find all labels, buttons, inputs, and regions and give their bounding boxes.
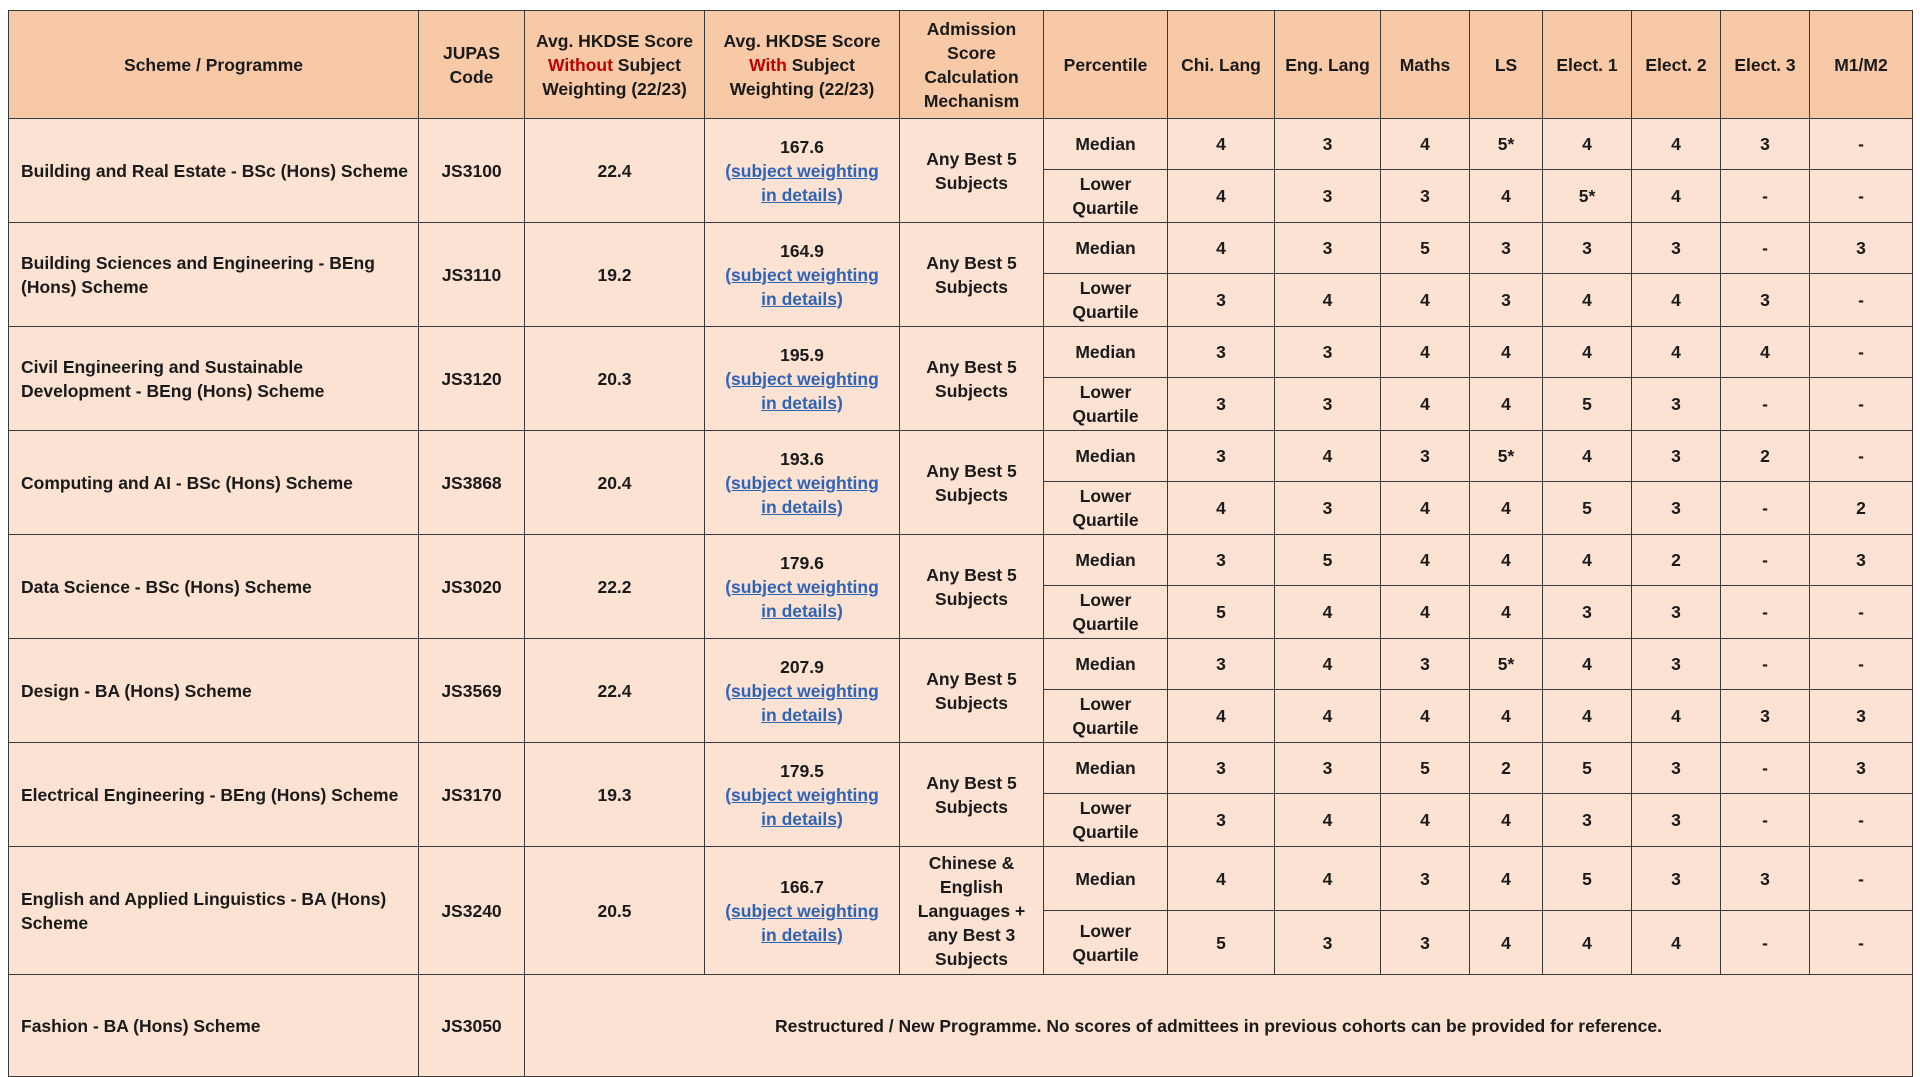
grade-cell: 3 [1275,327,1381,378]
percentile-lower-quartile: Lower Quartile [1044,586,1168,639]
grade-cell: 4 [1470,911,1543,975]
grade-cell: 4 [1470,794,1543,847]
calculation-mechanism: Any Best 5 Subjects [900,431,1044,535]
grade-cell: 3 [1168,535,1275,586]
ls-header: LS [1470,11,1543,119]
avg-score-with-weighting: 179.5 (subject weighting in details) [705,743,900,847]
table-row-median [9,847,1913,911]
grade-cell: 3 [1632,794,1721,847]
table-row-median [9,327,1913,378]
jupas-code: JS3020 [419,535,525,639]
grade-cell: 3 [1168,794,1275,847]
grade-cell: 4 [1381,119,1470,170]
avg-score-without-weighting: 22.4 [525,119,705,223]
admission-scores-table [8,10,1913,1077]
grade-cell: 2 [1470,743,1543,794]
grade-cell: 4 [1470,378,1543,431]
grade-cell: 3 [1275,743,1381,794]
grade-cell: - [1721,639,1810,690]
programme-name: Electrical Engineering - BEng (Hons) Scheme [9,743,419,847]
grade-cell: 5 [1543,743,1632,794]
grade-cell: 4 [1381,378,1470,431]
grade-cell: 4 [1275,847,1381,911]
grade-cell: 4 [1381,794,1470,847]
avg-without-weighting-header: Avg. HKDSE Score Without Subject Weighting (22/23) [525,11,705,119]
percentile-lower-quartile: Lower Quartile [1044,482,1168,535]
avg-score-without-weighting: 22.2 [525,535,705,639]
grade-cell: 2 [1721,431,1810,482]
jupas-code: JS3120 [419,327,525,431]
table-row-median [9,535,1913,586]
grade-cell: 3 [1381,431,1470,482]
table-row-median [9,119,1913,170]
grade-cell: 4 [1632,170,1721,223]
mechanism-header: Admission Score Calculation Mechanism [900,11,1044,119]
grade-cell: 5* [1470,119,1543,170]
grade-cell: 4 [1543,431,1632,482]
grade-cell: - [1810,586,1913,639]
jupas-code: JS3110 [419,223,525,327]
subject-weighting-link[interactable]: (subject weighting in details) [725,368,879,413]
programme-name: Design - BA (Hons) Scheme [9,639,419,743]
percentile-median: Median [1044,847,1168,911]
grade-cell: 3 [1168,431,1275,482]
jupas-code: JS3050 [419,975,525,1077]
grade-cell: 3 [1632,223,1721,274]
programme-name: Building and Real Estate - BSc (Hons) Scheme [9,119,419,223]
grade-cell: 3 [1543,586,1632,639]
grade-cell: 4 [1275,690,1381,743]
grade-cell: 5 [1543,378,1632,431]
percentile-median: Median [1044,431,1168,482]
percentile-lower-quartile: Lower Quartile [1044,274,1168,327]
avg-score-with-weighting: 195.9 (subject weighting in details) [705,327,900,431]
table-row-median [9,639,1913,690]
grade-cell: - [1721,743,1810,794]
grade-cell: - [1810,327,1913,378]
grade-cell: - [1721,586,1810,639]
grade-cell: 4 [1470,535,1543,586]
calculation-mechanism: Any Best 5 Subjects [900,535,1044,639]
grade-cell: - [1721,223,1810,274]
grade-cell: 5 [1381,223,1470,274]
avg-with-weighting-header: Avg. HKDSE Score With Subject Weighting (22/23) [705,11,900,119]
subject-weighting-link[interactable]: (subject weighting in details) [725,900,879,945]
grade-cell: 3 [1381,911,1470,975]
grade-cell: 4 [1632,911,1721,975]
percentile-median: Median [1044,327,1168,378]
elect-2-header: Elect. 2 [1632,11,1721,119]
subject-weighting-link[interactable]: (subject weighting in details) [725,784,879,829]
avg-score-without-weighting: 20.5 [525,847,705,975]
grade-cell: 3 [1275,119,1381,170]
grade-cell: 3 [1275,223,1381,274]
grade-cell: 4 [1543,639,1632,690]
grade-cell: 4 [1470,586,1543,639]
jupas-code: JS3100 [419,119,525,223]
table-body [9,119,1913,1077]
jupas-code-header: JUPAS Code [419,11,525,119]
grade-cell: - [1810,794,1913,847]
admission-scores-document [8,10,1913,1077]
subject-weighting-link[interactable]: (subject weighting in details) [725,680,879,725]
percentile-median: Median [1044,535,1168,586]
m1-m2-header: M1/M2 [1810,11,1913,119]
grade-cell: 3 [1810,535,1913,586]
grade-cell: 4 [1275,794,1381,847]
avg-score-with-weighting: 166.7 (subject weighting in details) [705,847,900,975]
maths-header: Maths [1381,11,1470,119]
grade-cell: 3 [1632,586,1721,639]
grade-cell: - [1810,431,1913,482]
avg-score-without-weighting: 19.3 [525,743,705,847]
grade-cell: - [1721,535,1810,586]
grade-cell: 4 [1543,690,1632,743]
grade-cell: 4 [1470,482,1543,535]
grade-cell: 4 [1632,119,1721,170]
table-row-median [9,431,1913,482]
grade-cell: 3 [1168,327,1275,378]
grade-cell: 3 [1721,274,1810,327]
jupas-code: JS3170 [419,743,525,847]
subject-weighting-link[interactable]: (subject weighting in details) [725,160,879,205]
avg-score-with-weighting: 164.9 (subject weighting in details) [705,223,900,327]
grade-cell: 3 [1470,223,1543,274]
avg-score-with-weighting: 167.6 (subject weighting in details) [705,119,900,223]
grade-cell: 5 [1275,535,1381,586]
grade-cell: 3 [1632,378,1721,431]
grade-cell: - [1721,378,1810,431]
grade-cell: 3 [1470,274,1543,327]
grade-cell: 3 [1810,690,1913,743]
grade-cell: 5 [1543,847,1632,911]
percentile-lower-quartile: Lower Quartile [1044,690,1168,743]
grade-cell: - [1810,911,1913,975]
grade-cell: - [1721,170,1810,223]
grade-cell: 3 [1632,847,1721,911]
grade-cell: 3 [1168,274,1275,327]
grade-cell: 3 [1721,690,1810,743]
grade-cell: 2 [1810,482,1913,535]
table-row-fashion [9,975,1913,1077]
grade-cell: 4 [1632,690,1721,743]
grade-cell: 4 [1168,847,1275,911]
programme-name: Fashion - BA (Hons) Scheme [9,975,419,1077]
programme-name: Civil Engineering and Sustainable Development - BEng (Hons) Scheme [9,327,419,431]
grade-cell: 3 [1632,431,1721,482]
grade-cell: 3 [1721,119,1810,170]
percentile-lower-quartile: Lower Quartile [1044,378,1168,431]
avg-score-without-weighting: 19.2 [525,223,705,327]
grade-cell: 4 [1168,690,1275,743]
grade-cell: - [1721,482,1810,535]
grade-cell: 5 [1168,911,1275,975]
programme-name: Building Sciences and Engineering - BEng (Hons) Scheme [9,223,419,327]
percentile-lower-quartile: Lower Quartile [1044,170,1168,223]
elect-1-header: Elect. 1 [1543,11,1632,119]
grade-cell: 3 [1275,911,1381,975]
grade-cell: 4 [1721,327,1810,378]
programme-name: English and Applied Linguistics - BA (Hons) Scheme [9,847,419,975]
grade-cell: - [1810,639,1913,690]
grade-cell: 5* [1470,639,1543,690]
header-row [9,11,1913,119]
grade-cell: 3 [1632,482,1721,535]
grade-cell: 4 [1168,482,1275,535]
calculation-mechanism: Any Best 5 Subjects [900,223,1044,327]
grade-cell: 4 [1543,911,1632,975]
grade-cell: - [1810,170,1913,223]
grade-cell: 4 [1168,170,1275,223]
grade-cell: 4 [1381,690,1470,743]
table-row-median [9,223,1913,274]
grade-cell: 3 [1632,639,1721,690]
grade-cell: 3 [1381,847,1470,911]
avg-score-without-weighting: 20.4 [525,431,705,535]
calculation-mechanism: Any Best 5 Subjects [900,639,1044,743]
avg-score-with-weighting: 179.6 (subject weighting in details) [705,535,900,639]
jupas-code: JS3240 [419,847,525,975]
grade-cell: 5 [1543,482,1632,535]
grade-cell: 4 [1543,535,1632,586]
grade-cell: 3 [1275,170,1381,223]
eng-lang-header: Eng. Lang [1275,11,1381,119]
grade-cell: 5* [1543,170,1632,223]
programme-header: Scheme / Programme [9,11,419,119]
jupas-code: JS3569 [419,639,525,743]
grade-cell: - [1721,911,1810,975]
grade-cell: 3 [1168,639,1275,690]
calculation-mechanism: Any Best 5 Subjects [900,119,1044,223]
grade-cell: 3 [1543,794,1632,847]
avg-score-without-weighting: 20.3 [525,327,705,431]
grade-cell: 5 [1381,743,1470,794]
elect-3-header: Elect. 3 [1721,11,1810,119]
grade-cell: 3 [1381,639,1470,690]
subject-weighting-link[interactable]: (subject weighting in details) [725,264,879,309]
grade-cell: 3 [1632,743,1721,794]
percentile-median: Median [1044,223,1168,274]
grade-cell: 4 [1470,327,1543,378]
grade-cell: 3 [1168,743,1275,794]
grade-cell: 4 [1381,482,1470,535]
grade-cell: 4 [1470,690,1543,743]
calculation-mechanism: Chinese & English Languages + any Best 3 Subjects [900,847,1044,975]
programme-name: Computing and AI - BSc (Hons) Scheme [9,431,419,535]
programme-name: Data Science - BSc (Hons) Scheme [9,535,419,639]
percentile-lower-quartile: Lower Quartile [1044,794,1168,847]
percentile-lower-quartile: Lower Quartile [1044,911,1168,975]
grade-cell: 4 [1381,274,1470,327]
jupas-code: JS3868 [419,431,525,535]
grade-cell: 4 [1543,119,1632,170]
percentile-median: Median [1044,639,1168,690]
grade-cell: 4 [1275,431,1381,482]
grade-cell: 4 [1381,327,1470,378]
grade-cell: 4 [1275,274,1381,327]
subject-weighting-link[interactable]: (subject weighting in details) [725,576,879,621]
grade-cell: 4 [1632,327,1721,378]
grade-cell: 4 [1470,170,1543,223]
grade-cell: - [1810,847,1913,911]
subject-weighting-link[interactable]: (subject weighting in details) [725,472,879,517]
grade-cell: 4 [1543,327,1632,378]
grade-cell: 4 [1275,639,1381,690]
grade-cell: 2 [1632,535,1721,586]
grade-cell: 3 [1810,223,1913,274]
chi-lang-header: Chi. Lang [1168,11,1275,119]
grade-cell: - [1810,119,1913,170]
grade-cell: 3 [1381,170,1470,223]
grade-cell: 4 [1168,119,1275,170]
percentile-header: Percentile [1044,11,1168,119]
grade-cell: 3 [1275,378,1381,431]
grade-cell: 4 [1470,847,1543,911]
table-row-median [9,743,1913,794]
grade-cell: 3 [1275,482,1381,535]
percentile-median: Median [1044,119,1168,170]
avg-score-without-weighting: 22.4 [525,639,705,743]
grade-cell: - [1810,274,1913,327]
avg-score-with-weighting: 193.6 (subject weighting in details) [705,431,900,535]
grade-cell: - [1810,378,1913,431]
avg-score-with-weighting: 207.9 (subject weighting in details) [705,639,900,743]
grade-cell: 4 [1275,586,1381,639]
calculation-mechanism: Any Best 5 Subjects [900,743,1044,847]
new-programme-note: Restructured / New Programme. No scores of admittees in previous cohorts can be provided for reference. [525,975,1913,1077]
grade-cell: - [1721,794,1810,847]
grade-cell: 4 [1381,586,1470,639]
percentile-median: Median [1044,743,1168,794]
grade-cell: 4 [1543,274,1632,327]
grade-cell: 3 [1810,743,1913,794]
grade-cell: 4 [1381,535,1470,586]
grade-cell: 3 [1543,223,1632,274]
grade-cell: 5 [1168,586,1275,639]
grade-cell: 5* [1470,431,1543,482]
grade-cell: 4 [1632,274,1721,327]
grade-cell: 4 [1168,223,1275,274]
grade-cell: 3 [1721,847,1810,911]
grade-cell: 3 [1168,378,1275,431]
calculation-mechanism: Any Best 5 Subjects [900,327,1044,431]
